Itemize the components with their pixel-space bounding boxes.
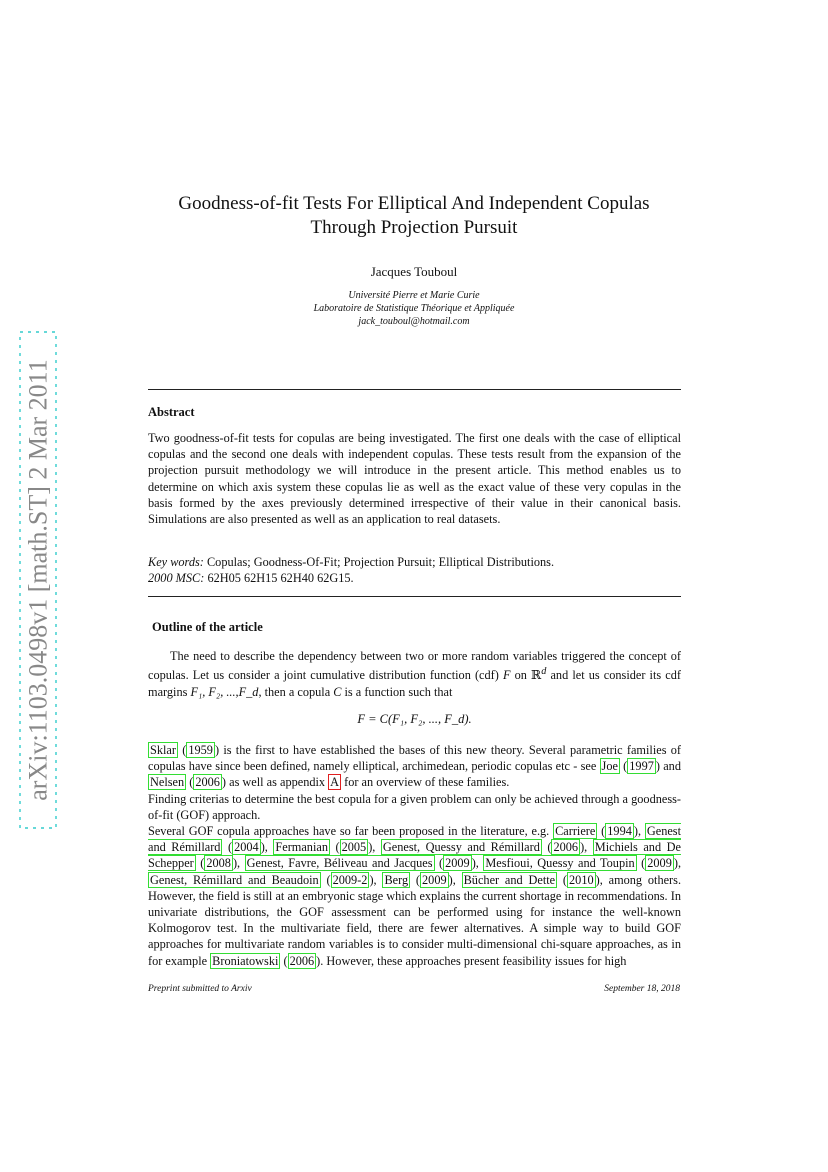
intro-margins: F₁, F₂, ...,F_d [190, 684, 259, 699]
citation-year-link[interactable]: 1994 [607, 824, 632, 839]
citation-year-link[interactable]: 1997 [629, 759, 654, 774]
abstract-heading: Abstract [148, 405, 195, 419]
citation-year-link[interactable]: 2008 [206, 856, 231, 871]
affiliation [148, 289, 680, 328]
citation-year-link[interactable]: 2006 [553, 840, 579, 855]
affiliation-university: Université Pierre et Marie Curie [348, 290, 480, 301]
citation-year-link[interactable]: 2006 [289, 953, 315, 968]
abstract-text: Two goodness-of-fit tests for copulas are being investigated. The first one deals with the case of elliptical copulas and the second one deals with independent copulas. These tests result from the expansion of the projection pursuit methodology we will introduce in the present article. This method enables us to determine on which axis system these copulas lie as well as the exact value of these very copulas in the basis formed by the axes previously determined irrespective of their value in their canonical basis. Simulations are also presented as well as an application to real datasets. [148, 431, 681, 527]
intro-var-f: F [502, 668, 511, 683]
msc-label: 2000 MSC: [148, 571, 205, 586]
footer-date: September 18, 2018 [604, 984, 680, 994]
body-text-run: for an overview of these families. [341, 775, 510, 790]
body-text-run: Several GOF copula approaches have so far been proposed in the literature, e.g. [148, 824, 554, 839]
intro-text-4: , then a copula [258, 684, 334, 699]
citation-link[interactable]: Berg [384, 872, 409, 887]
body-text-run: as well as appendix [226, 775, 329, 790]
citation-link[interactable]: Genest and Rémillard [148, 824, 682, 855]
citation-year-link[interactable]: 1959 [188, 743, 213, 757]
citation-year-link[interactable]: 2005 [341, 840, 367, 855]
intro-text-1: The need to describe the dependency between two or more random variables triggered the concept of copulas. Let us consider a joint cumulative distribution function (cdf) [148, 649, 681, 683]
citation-link[interactable]: Bücher and Dette [463, 872, 556, 887]
author-name: Jacques Touboul [370, 264, 458, 279]
author-email[interactable]: jack_touboul@hotmail.com [358, 316, 470, 327]
keywords-label: Key words: [148, 555, 204, 569]
intro-text-5: is a function such that [341, 684, 453, 699]
arxiv-stamp-svg [18, 330, 58, 830]
title-line-2: Through Projection Pursuit [310, 217, 518, 238]
citation-link[interactable]: Joe [601, 759, 618, 774]
citation-year-link[interactable]: 2009 [445, 856, 470, 871]
abstract-bottom-rule [148, 596, 681, 597]
intro-var-c: C [333, 684, 342, 699]
citation-year-link[interactable]: 2010 [569, 872, 594, 887]
intro-text-3: and let us consider its cdf margins [148, 668, 681, 699]
body-paragraph-3: Several GOF copula approaches have so far been proposed in the literature, e.g. Carriere ( 1994 ), Genest and Rémillard ( 2004 ), Fermanian ( 2005 ), Genest, Quessy and Rémillard ( 2006 ), Michiels and De Schepper ( 2008 ), Genest, Favre, Béliveau and Jacques ( 2009 ), Mesfioui, Quessy and Toupin ( 2009 ), Genest, Rémillard and Beaudoin ( 2009-2 ), Berg ( 2009 ), Bücher and Dette ( 2010 ), among others. However, the field is still at an embryonic stage which explains the current shortage in recommendations. In univariate distributions, the GOF assessment can be performed using for instance the well-known Kolmogorov test. In the multivariate field, there are fewer alternatives. A simple way to build GOF approaches for multivariate random variables is to consider multi-dimensional chi-square approaches, as in for example Broniatowski ( 2006 ). However, these approaches present feasibility issues for high [148, 824, 682, 968]
copula-equation: F = C(F₁, F₂, ..., F_d). [357, 712, 472, 726]
citation-link[interactable]: Michiels and De Schepper [148, 840, 681, 871]
citation-year-link[interactable]: 2009-2 [332, 872, 368, 887]
keywords-line [148, 554, 681, 570]
arxiv-stamp[interactable] [18, 330, 58, 830]
citation-link[interactable]: Genest, Rémillard and Beaudoin [150, 872, 319, 887]
citation-link[interactable]: Carriere [555, 824, 596, 839]
title-line-1: Goodness-of-fit Tests For Elliptical And Independent Copulas [178, 193, 650, 214]
outline-heading: Outline of the article [152, 620, 263, 634]
citation-link[interactable]: Nelsen [150, 775, 185, 790]
paper-title [148, 192, 680, 240]
citation-link[interactable]: Broniatowski [212, 953, 279, 968]
intro-real-symbol: ℝ [531, 668, 542, 683]
abstract-top-rule [148, 389, 681, 390]
citation-link[interactable]: Sklar [150, 743, 176, 757]
citation-link[interactable]: Genest, Quessy and Rémillard [382, 840, 540, 855]
citation-year-link[interactable]: 2009 [422, 872, 447, 887]
citation-link[interactable]: Genest, Favre, Béliveau and Jacques [246, 856, 433, 871]
body-text [148, 742, 681, 969]
citation-year-link[interactable]: 2004 [234, 840, 259, 855]
msc-line [148, 570, 681, 586]
msc-value: 62H05 62H15 62H40 62G15. [207, 571, 354, 586]
body-text-run: , among others. However, the field is still at an embryonic stage which explains the current shortage in recommendations. In univariate distributions, the GOF assessment can be performed using for instance the well-known Kolmogorov test. In the multivariate field, there are fewer alternatives. A simple way to build GOF approaches for multivariate random variables is to consider multi-dimensional chi-square approaches, as in for example [148, 872, 682, 968]
intro-text-2: on [510, 668, 531, 683]
appendix-link[interactable]: A [330, 775, 340, 790]
citation-link[interactable]: Mesfioui, Quessy and Toupin [485, 856, 635, 871]
body-paragraph-1: Sklar ( 1959 ) is the first to have established the bases of this new theory. Several parametric families of copulas have since been defined, namely elliptical, archimedean, periodic copulas etc - see Joe ( 1997 ) and Nelsen ( 2006 ) as well as appendix A for an overview of these families. [148, 743, 682, 790]
body-text-run: . However, these approaches present feasibility issues for high [320, 953, 627, 968]
footer-preprint-note: Preprint submitted to Arxiv [148, 984, 252, 994]
keywords-value: Copulas; Goodness-Of-Fit; Projection Pursuit; Elliptical Distributions. [206, 555, 555, 569]
citation-year-link[interactable]: 2009 [647, 856, 672, 871]
body-text-run: is the first to have established the bases of this new theory. Several parametric families of copulas have since been defined, namely elliptical, archimedean, periodic copulas etc - see [148, 743, 682, 774]
body-paragraph-2: Finding criterias to determine the best copula for a given problem can only be achieved through a goodness-of-fit (GOF) approach. [148, 791, 681, 822]
keywords-block [148, 554, 681, 586]
affiliation-lab: Laboratoire de Statistique Théorique et Appliquée [313, 303, 515, 314]
citation-link[interactable]: Fermanian [275, 840, 328, 855]
intro-dim-d: d [541, 666, 547, 678]
body-text-run: and [659, 759, 681, 774]
arxiv-stamp-text: arXiv:1103.0498v1 [math.ST] 2 Mar 2011 [23, 359, 53, 801]
outline-intro-paragraph [148, 648, 681, 700]
citation-year-link[interactable]: 2006 [195, 775, 220, 790]
